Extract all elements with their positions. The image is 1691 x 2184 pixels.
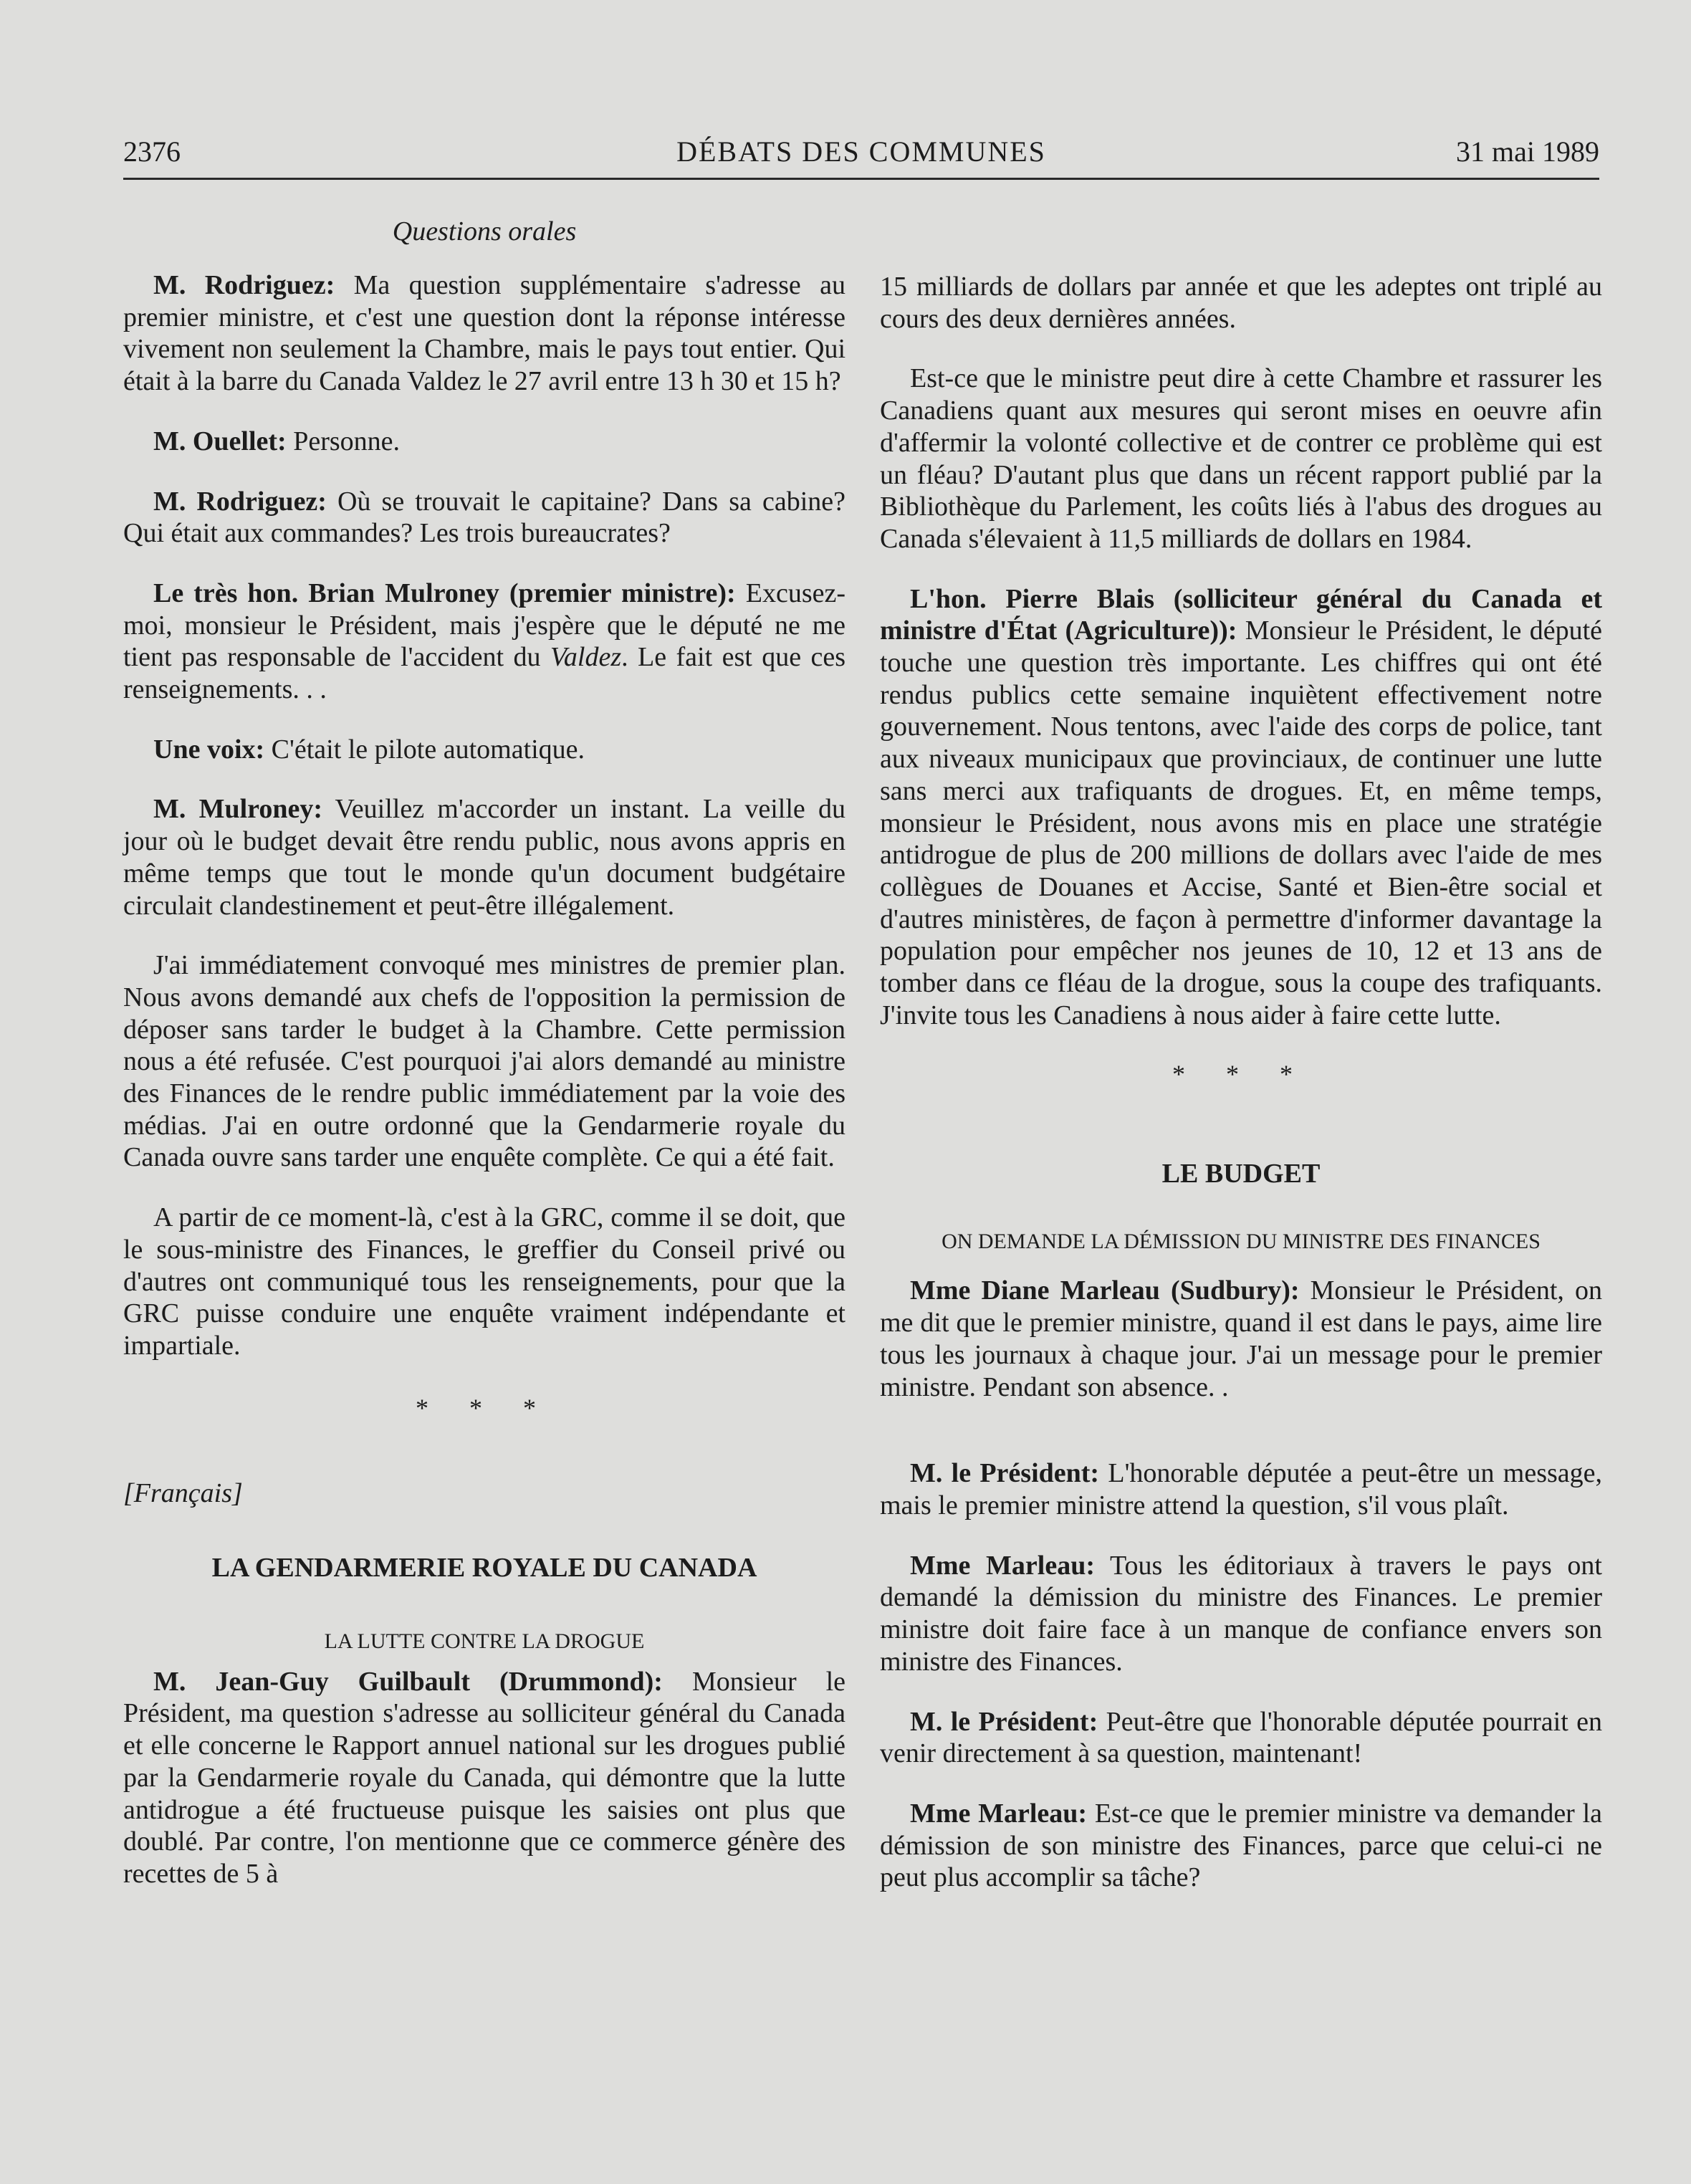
paragraph-rodriguez-1 <box>123 269 846 398</box>
speaker-name: Le très hon. Brian Mulroney (premier ministre): <box>153 578 736 608</box>
paragraph-guilbault-cont: 15 milliards de dollars par année et que les adeptes ont triplé au cours des deux dernières années. <box>880 272 1602 334</box>
speaker-name: M. Jean-Guy Guilbault (Drummond): <box>153 1666 663 1697</box>
paragraph-mulroney-2 <box>123 793 846 921</box>
speech-text: Excusez-moi, monsieur le Président, mais j'espère que le député ne me tient pas responsable de l'accident du <box>123 578 846 673</box>
speaker-name: L'hon. Pierre Blais (solliciteur général du Canada et ministre d'État (Agriculture)): <box>880 583 1602 646</box>
ship-name: Valdez <box>550 642 622 673</box>
paragraph-president-2 <box>880 1706 1602 1770</box>
paragraph-president-1 <box>880 1457 1602 1521</box>
speech-text: C'était le pilote automatique. <box>264 734 585 765</box>
speaker-name: M. Mulroney: <box>153 794 322 825</box>
paragraph-rodriguez-2 <box>123 486 846 550</box>
paragraph-mulroney-3: J'ai immédiatement convoqué mes ministres de premier plan. Nous avons demandé aux chefs de l'opposition la permission de déposer sans tarder le budget à la Chambre. Cette permission nous a été refusée. C'est pourquoi j'ai alors demandé au ministre des Finances de le rendre public immédiatement par la voie des médias. J'ai en outre ordonné que la Gendarmerie royale du Canada ouvre sans tarder une enquête complète. Ce qui a été fait. <box>123 950 846 1173</box>
speech-text: Où se trouvait le capitaine? Dans sa cabine? Qui était aux commandes? Les trois bureaucrates? <box>123 486 846 549</box>
paragraph-marleau-1 <box>880 1275 1602 1403</box>
speech-text: Tous les éditoriaux à travers le pays ont demandé la démission du ministre des Finances. Le premier ministre doit faire face à un manque de confiance envers son ministre des Finances. <box>880 1550 1602 1677</box>
speaker-name: M. le Président: <box>910 1458 1100 1489</box>
issue-date: 31 mai 1989 <box>1456 135 1599 168</box>
section-heading: LA GENDARMERIE ROYALE DU CANADA <box>211 1552 757 1583</box>
speech-text: Ma question supplémentaire s'adresse au premier ministre, et c'est une question dont la réponse intéresse vivement non seulement la Chambre, mais le pays tout entier. Qui était à la barre du Canada Valdez le 27 avril entre 13 h 30 et 15 h? <box>123 270 846 397</box>
speech-text: L'honorable députée a peut-être un message, mais le premier ministre attend la question, s'il vous plaît. <box>880 1458 1602 1520</box>
speech-text: . Le fait est que ces renseignements. . . <box>123 642 846 705</box>
paragraph-mulroney-4: A partir de ce moment-là, c'est à la GRC, comme il se doit, que le sous-ministre des Finances, le greffier du Conseil privé ou d'autres ont communiqué tous les renseignements, pour que la GRC puisse conduire une enquête vraiment indépendante et impartiale. <box>123 1202 846 1361</box>
section-title: Questions orales <box>392 216 577 246</box>
speaker-name: M. Ouellet: <box>153 426 287 456</box>
paragraph-blais <box>880 583 1602 1032</box>
language-tag: [Français] <box>123 1477 243 1508</box>
speaker-name: Mme Diane Marleau (Sudbury): <box>910 1275 1300 1306</box>
paragraph-ouellet <box>123 426 846 458</box>
speech-text: Monsieur le Président, ma question s'adresse au solliciteur général du Canada et elle concerne le Rapport annuel national sur les drogues publié par la Gendarmerie royale du Canada, qui démontre que la lutte antidrogue a été fructueuse puisque les saisies ont plus que doublé. Par contre, l'on mentionne que ce commerce génère des recettes de 5 à <box>123 1666 846 1889</box>
paragraph-marleau-3 <box>880 1798 1602 1894</box>
speaker-name: Mme Marleau: <box>910 1798 1088 1829</box>
speaker-name: M. Rodriguez: <box>153 486 327 517</box>
paragraph-mulroney-1 <box>123 578 846 706</box>
paragraph-une-voix <box>123 734 846 766</box>
paragraph-marleau-2 <box>880 1550 1602 1678</box>
speech-text: Peut-être que l'honorable députée pourrait en venir directement à sa question, maintenant! <box>880 1706 1602 1769</box>
section-subheading: LA LUTTE CONTRE LA DROGUE <box>324 1629 645 1653</box>
publication-title: DÉBATS DES COMMUNES <box>676 135 1046 168</box>
page-number: 2376 <box>123 135 181 168</box>
speaker-name: Une voix: <box>153 734 265 765</box>
page-header <box>123 136 1599 180</box>
section-heading: LE BUDGET <box>1161 1159 1321 1189</box>
speech-text: Monsieur le Président, le député touche une question très importante. Les chiffres qui ont été rendus publics cette semaine inquiètent effectivement notre gouvernement. Nous tentons, avec l'aide des corps de police, tant aux niveaux municipaux que provinciaux, de continuer une lutte sans merci aux trafiquants de drogues. Et, en même temps, monsieur le Président, nous avons mis en place une stratégie antidrogue de plus de 200 millions de dollars avec l'aide de mes collègues de Douanes et Accise, Santé et Bien-être social et d'autres ministères, de façon à permettre d'informer davantage la population pour empêcher nos jeunes de 10, 12 et 13 ans de tomber dans ce fléau de la drogue, sous la coupe des trafiquants. J'invite tous les Canadiens à nous aider à faire cette lutte. <box>880 616 1602 1030</box>
section-subheading: ON DEMANDE LA DÉMISSION DU MINISTRE DES FINANCES <box>942 1230 1541 1254</box>
speech-text: Veuillez m'accorder un instant. La veille du jour où le budget devait être rendu public, nous avons appris en même temps que tout le monde qu'un document budgétaire circulait clandestinement et peut-être illégalement. <box>123 794 846 921</box>
speech-text: Est-ce que le premier ministre va demander la démission de son ministre des Finances, parce que celui-ci ne peut plus accomplir sa tâche? <box>880 1798 1602 1893</box>
speaker-name: M. le Président: <box>910 1706 1098 1737</box>
paragraph-guilbault-2: Est-ce que le ministre peut dire à cette Chambre et rassurer les Canadiens quant aux mesures qui seront mises en oeuvre afin d'affermir la volonté collective et de contrer ce problème qui est un fléau? D'autant plus que dans un récent rapport publié par la Bibliothèque du Parlement, les coûts liés à l'abus des drogues au Canada s'élevaient à 11,5 milliards de dollars en 1984. <box>880 363 1602 554</box>
paragraph-guilbault <box>123 1666 846 1890</box>
section-separator: * * * <box>1172 1060 1310 1089</box>
speech-text: Personne. <box>286 426 401 456</box>
speech-text: Monsieur le Président, on me dit que le premier ministre, quand il est dans le pays, aime lire tous les journaux à chaque jour. J'ai un message pour le premier ministre. Pendant son absence. . <box>880 1275 1602 1402</box>
section-separator: * * * <box>416 1393 553 1422</box>
right-column <box>880 271 1602 1922</box>
speaker-name: Mme Marleau: <box>910 1550 1095 1581</box>
speaker-name: M. Rodriguez: <box>153 270 335 300</box>
left-column <box>123 215 846 1918</box>
